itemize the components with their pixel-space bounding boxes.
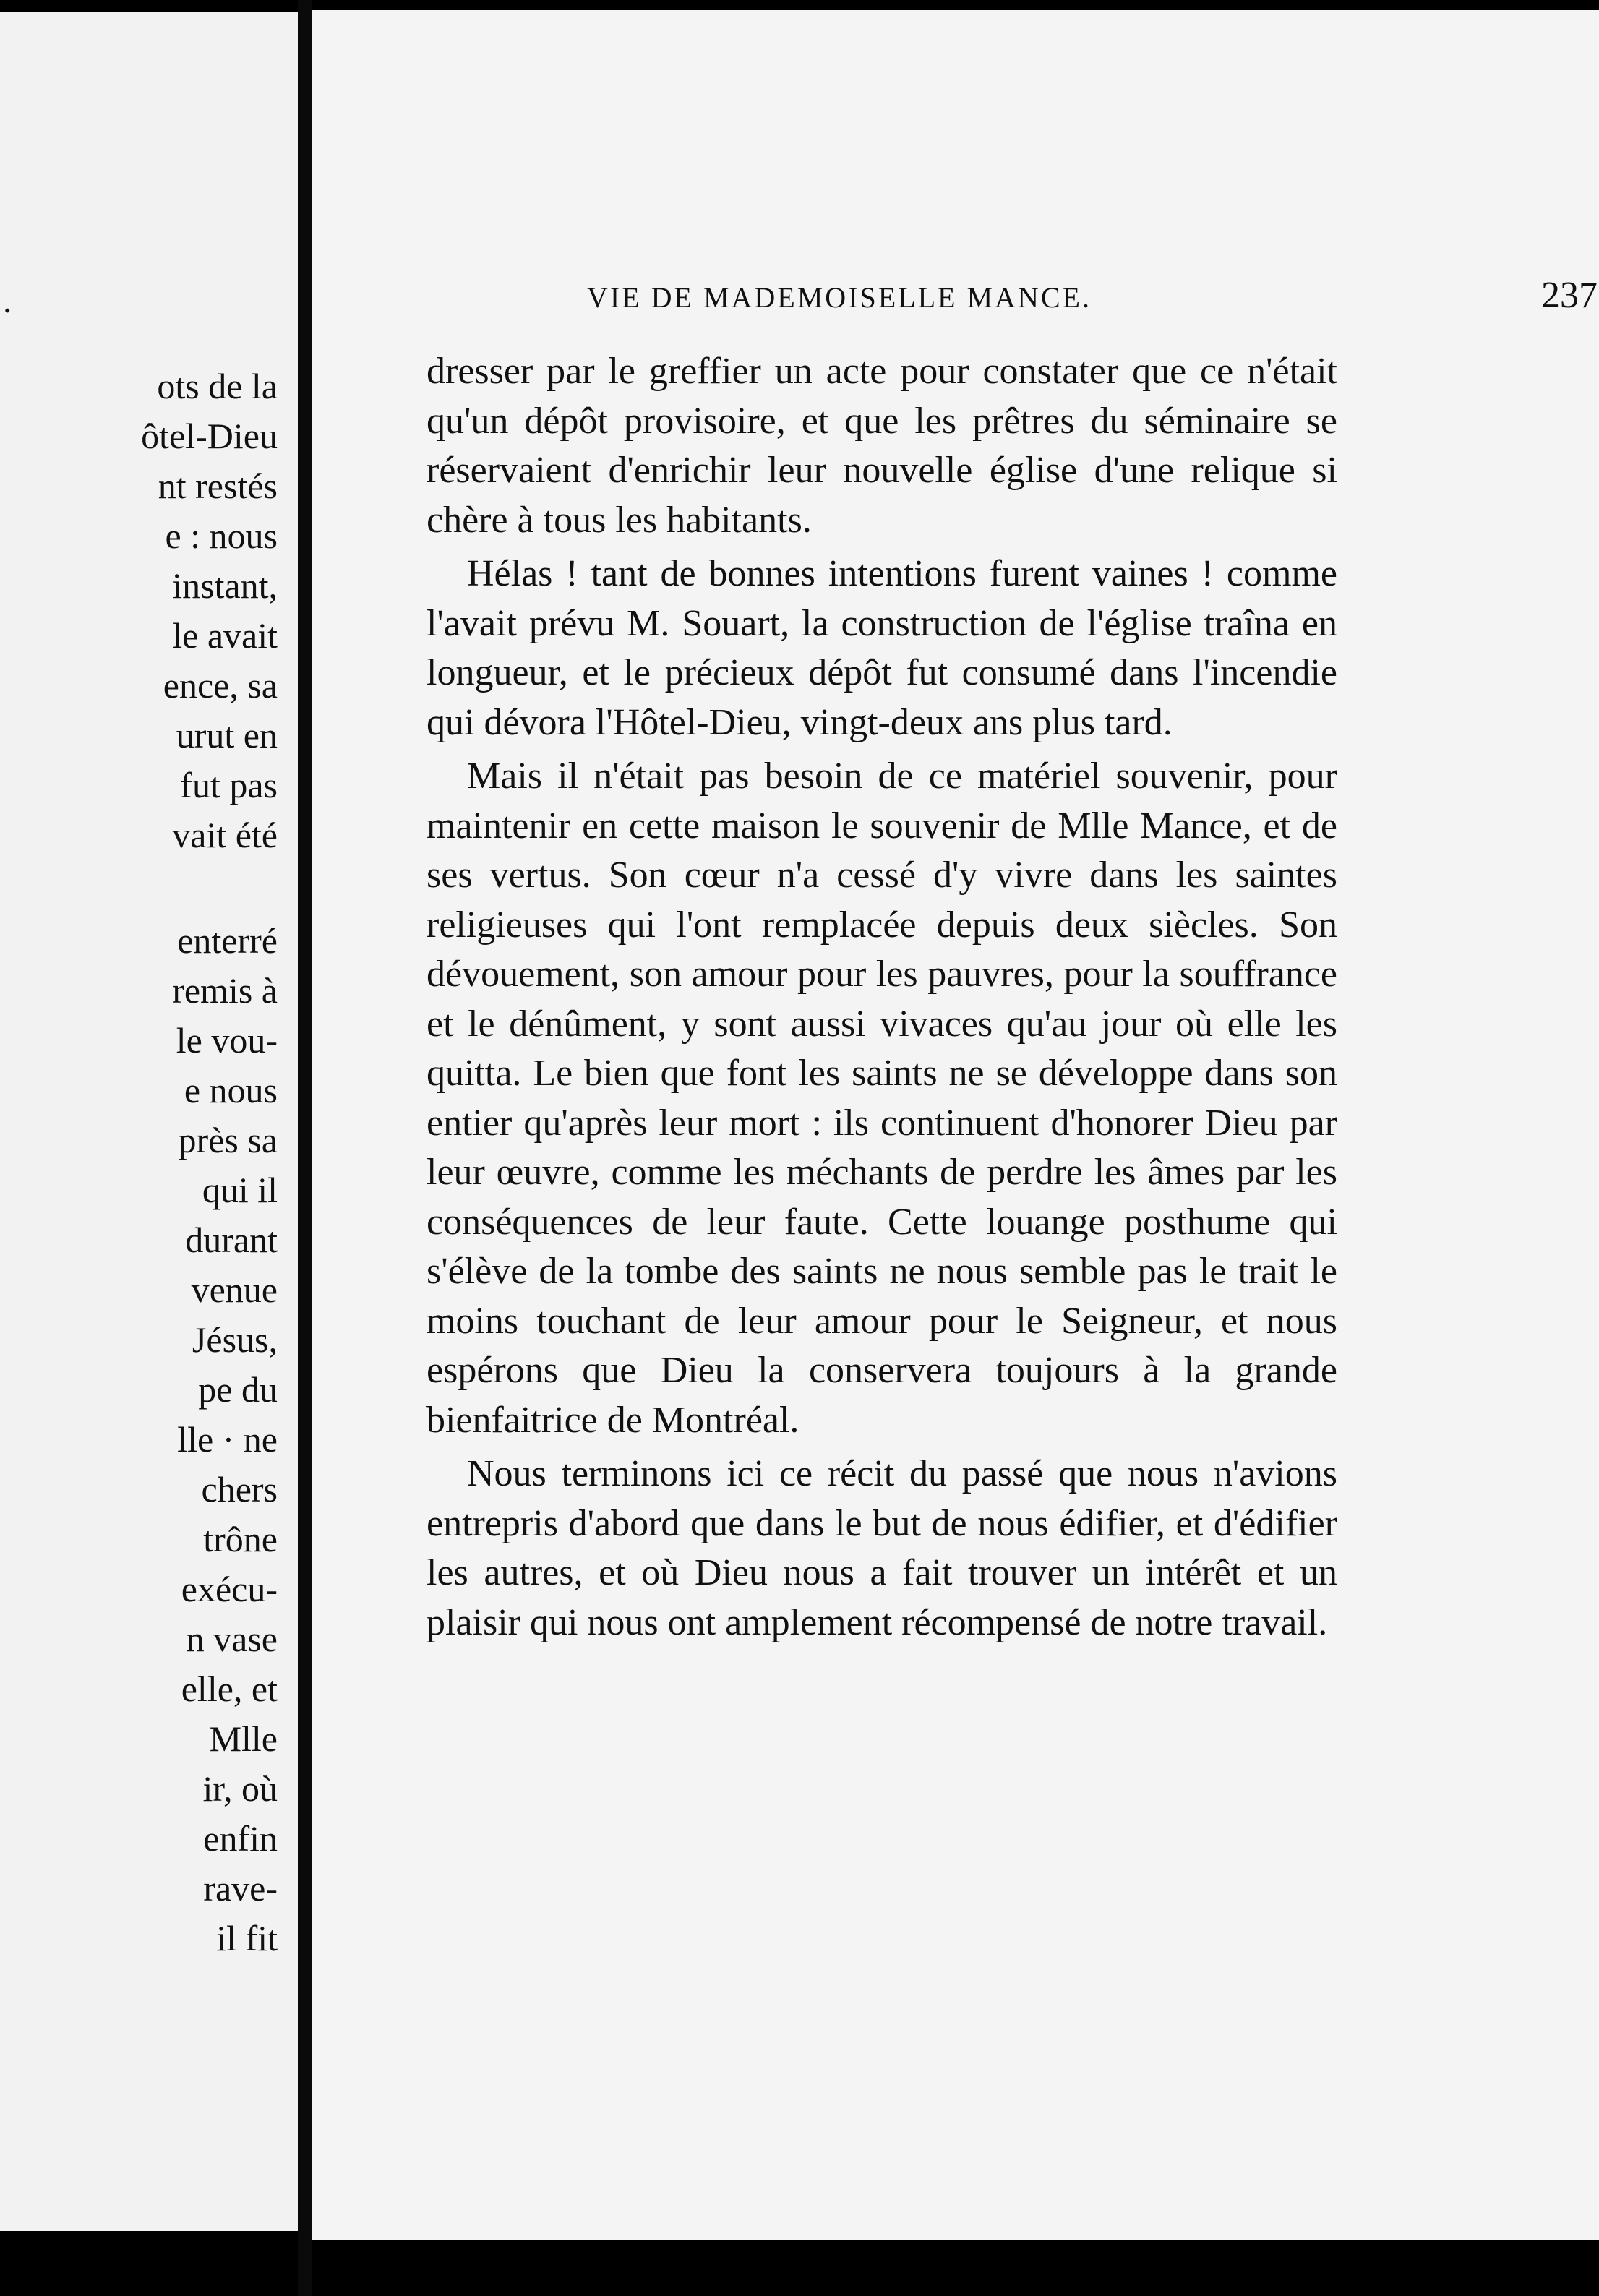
left-page-line: elle, et — [181, 1669, 278, 1709]
left-page-line: le vou- — [176, 1020, 278, 1061]
left-page-line: enfin — [203, 1818, 278, 1859]
paragraph: Mais il n'était pas besoin de ce matériel souvenir, pour maintenir en cette maison le souvenir de Mlle Mance, et de ses vertus. Son cœur n'a cessé d'y vivre dans les saintes religieuses qui l'ont remplacée depuis deux siècles. Son dévouement, son amour pour les pauvres, pour la souffrance et le dénûment, y sont aussi vivaces qu'au jour où elle les quitta. Le bien que font les saints ne se développe dans son entier qu'après leur mort : ils continuent d'honorer Dieu par leur œuvre, comme les méchants de perdre les âmes par les conséquences de leur faute. Cette louange posthume qui s'élève de la tombe des saints ne nous semble pas le trait le moins touchant de leur amour pour le Seigneur, et nous espérons que Dieu la conservera toujours à la grande bienfaitrice de Montréal. — [426, 755, 1337, 1441]
left-page-line: pe du — [198, 1369, 278, 1410]
left-page-line: rave- — [203, 1868, 278, 1909]
page-body — [426, 347, 1337, 1652]
left-page-line: ir, où — [202, 1768, 278, 1809]
left-page-line: il fit — [216, 1918, 278, 1958]
left-page — [0, 12, 298, 2231]
running-title: VIE DE MADEMOISELLE MANCE. — [587, 281, 1092, 314]
left-page-line: remis à — [172, 970, 278, 1011]
left-page-line: Mlle — [209, 1718, 278, 1759]
left-page-line: venue — [191, 1269, 278, 1310]
left-page-line: lle · ne — [177, 1419, 278, 1460]
left-page-line: ots de la — [157, 366, 278, 406]
left-page-line: chers — [201, 1469, 278, 1509]
left-page-line: urut en — [176, 715, 278, 755]
left-page-line: ôtel-Dieu — [141, 416, 278, 456]
left-page-line: instant, — [172, 565, 278, 606]
left-page-line: ence, sa — [163, 665, 278, 706]
left-page-line: e nous — [184, 1070, 278, 1110]
left-page-line: n vase — [186, 1619, 278, 1659]
page-header — [587, 274, 1599, 317]
left-page-line: qui il — [202, 1170, 278, 1210]
left-page-line: nt restés — [158, 466, 278, 506]
left-page-line: durant — [185, 1220, 278, 1260]
paragraph: Nous terminons ici ce récit du passé que nous n'avions entrepris d'abord que dans le but de nous édifier, et d'édifier les autres, et où Dieu nous a fait trouver un intérêt et un plaisir qui nous ont amplement récompensé de notre travail. — [426, 1453, 1337, 1643]
right-page — [312, 10, 1599, 2240]
left-page-line: trône — [203, 1519, 278, 1559]
page-number: 237 — [1541, 275, 1598, 316]
book-gutter — [298, 0, 312, 2296]
left-page-line: fut pas — [180, 765, 278, 805]
left-page-line: exécu- — [181, 1569, 278, 1609]
left-page-line: le avait — [172, 615, 278, 656]
paragraph: Hélas ! tant de bonnes intentions furent vaines ! comme l'avait prévu M. Souart, la construction de l'église traîna en longueur, et le précieux dépôt fut consumé dans l'incendie qui dévora l'Hôtel-Dieu, vingt-deux ans plus tard. — [426, 553, 1337, 743]
paragraph: dresser par le greffier un acte pour constater que ce n'était qu'un dépôt provisoire, et que les prêtres du séminaire se réservaient d'enrichir leur nouvelle église d'une relique si chère à tous les habitants. — [426, 351, 1337, 541]
left-page-mark: . — [3, 280, 12, 320]
left-page-line: enterré — [177, 920, 278, 961]
left-page-line: Jésus, — [192, 1319, 278, 1360]
left-page-line: vait été — [172, 815, 278, 855]
left-page-line: près sa — [178, 1120, 278, 1160]
left-page-line: e : nous — [165, 515, 278, 556]
